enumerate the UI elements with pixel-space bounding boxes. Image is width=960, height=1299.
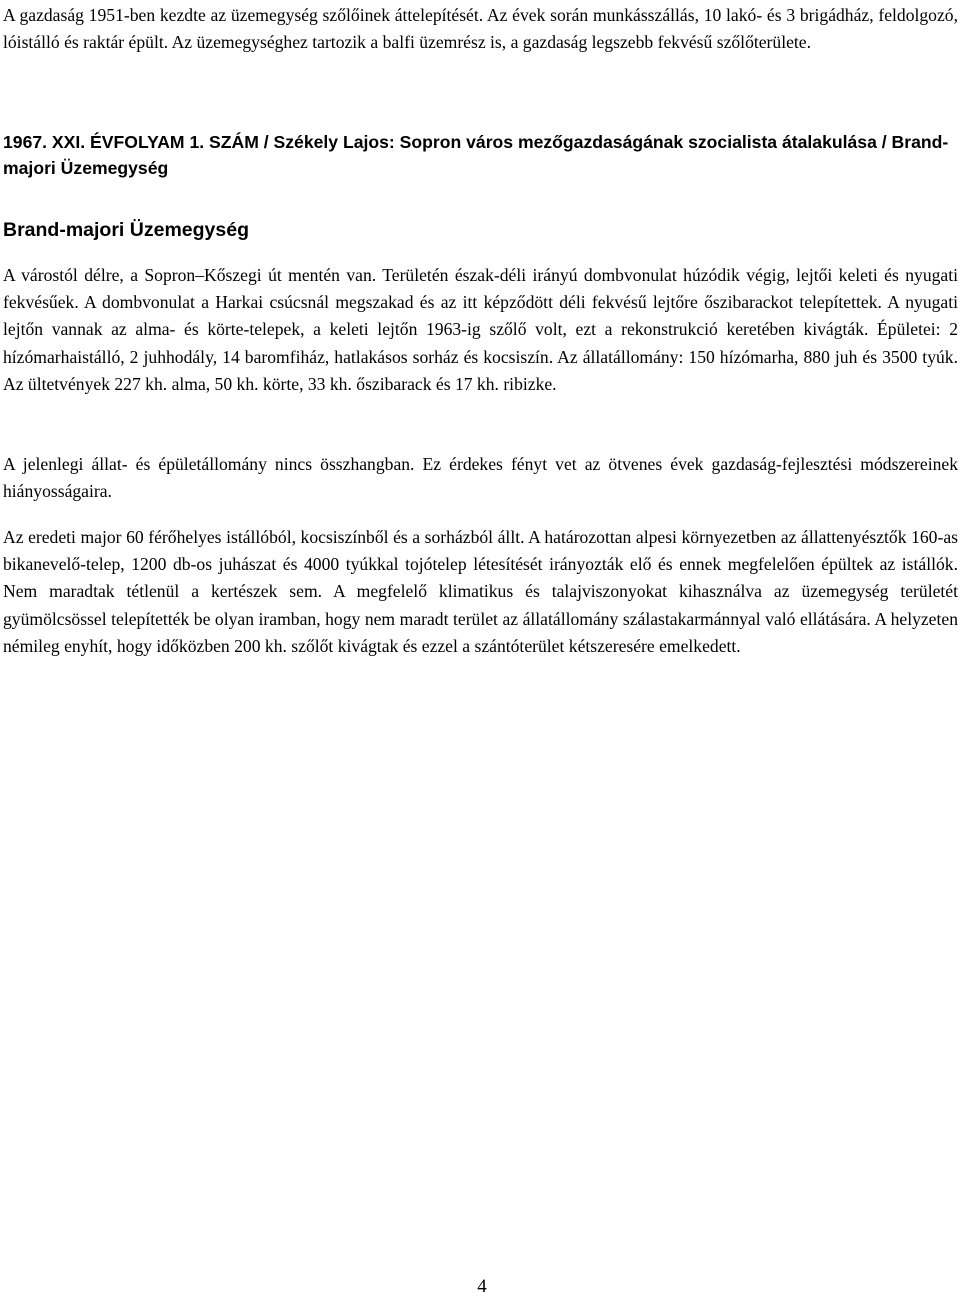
intro-paragraph: A gazdaság 1951-ben kezdte az üzemegység szőlőinek áttelepítését. Az évek során munkásszállás, 10 lakó- és 3 brigádház, feldolgozó, lóistálló és raktár épült. Az üzemegységhez tartozik a balfi üzemrész is, a gazdaság legszebb fekvésű szőlőterülete. [3,5,958,53]
body-paragraph-3: Az eredeti major 60 férőhelyes istállóból, kocsiszínből és a sorházból állt. A határozottan alpesi környezetben az állattenyésztők 160-as bikanevelő-telep, 1200 db-os juhászat és 4000 tyúkkal tojótelep létesítését irányozták elő és ennek megfelelően épültek az istállók. Nem maradtak tétlenül a kertészek sem. A megfelelő klimatikus és talajviszonyokat kihasználva az üzemegység területét gyümölcsössel telepítették be olyan iramban, hogy nem maradt terület az állatállomány szálastakarmánnyal való ellátására. A helyzeten némileg enyhít, hogy időközben 200 kh. szőlőt kivágtak és ezzel a szántóterület kétszeresére emelkedett. [3,527,958,656]
body-paragraph-2: A jelenlegi állat- és épületállomány nincs összhangban. Ez érdekes fényt vet az ötvenes évek gazdaság-fejlesztési módszereinek hiányosságaira. [3,454,958,502]
section-title: Brand-majori Üzemegység [3,219,249,241]
article-heading: 1967. XXI. ÉVFOLYAM 1. SZÁM / Székely Lajos: Sopron város mezőgazdaságának szocialista átalakulása / Brand-majori Üzemegység [3,132,949,178]
body-paragraph-1: A várostól délre, a Sopron–Kőszegi út mentén van. Területén észak-déli irányú dombvonulat húzódik végig, lejtői keleti és nyugati fekvésűek. A dombvonulat a Harkai csúcsnál megszakad és az itt képződött déli fekvésű lejtőre őszibarackot telepítettek. A nyugati lejtőn vannak az alma- és körte-telepek, a keleti lejtőn 1963-ig szőlő volt, ezt a rekonstrukció keretében kivágták. Épületei: 2 hízómarhaistálló, 2 juhhodály, 14 baromfiház, hatlakásos sorház és kocsiszín. Az állatállomány: 150 hízómarha, 880 juh és 3500 tyúk. Az ültetvények 227 kh. alma, 50 kh. körte, 33 kh. őszibarack és 17 kh. ribizke. [3,265,958,394]
page-number: 4 [477,1276,487,1297]
